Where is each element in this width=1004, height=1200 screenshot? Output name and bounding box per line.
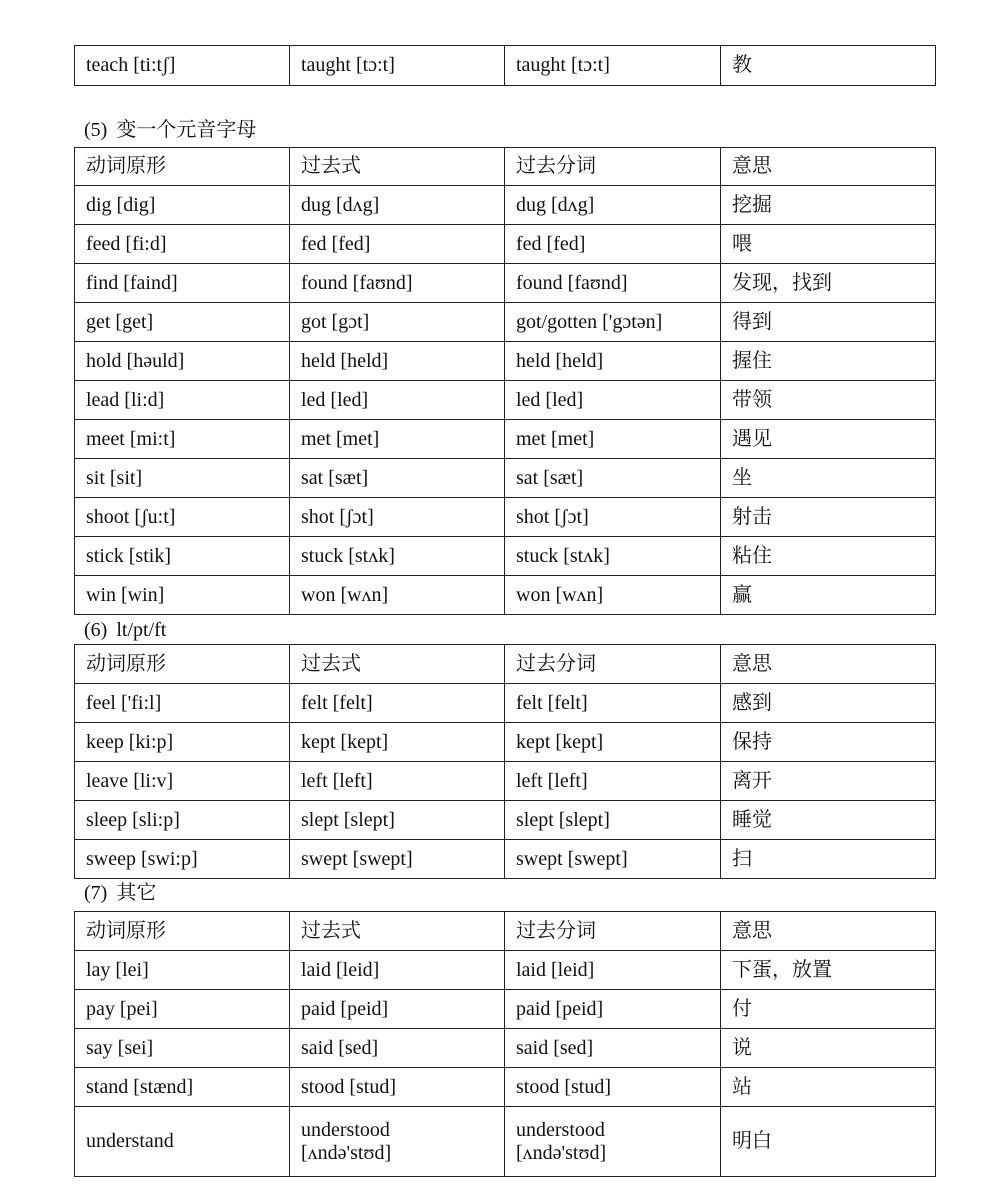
base-form-cell: get [get] <box>75 303 290 342</box>
meaning-cell: 粘住 <box>721 537 936 576</box>
past-participle-cell: won [wʌn] <box>505 576 721 615</box>
past-participle-cell: paid [peid] <box>505 990 721 1029</box>
past-participle-cell: said [sed] <box>505 1029 721 1068</box>
past-tense-cell: laid [leid] <box>290 951 505 990</box>
section-7-table <box>74 911 936 1177</box>
header-cell: 过去分词 <box>505 148 721 186</box>
past-participle-cell: stuck [stʌk] <box>505 537 721 576</box>
past-tense-cell: slept [slept] <box>290 801 505 840</box>
past-participle-cell: dug [dʌg] <box>505 186 721 225</box>
past-tense-cell: led [led] <box>290 381 505 420</box>
meaning-cell: 付 <box>721 990 936 1029</box>
base-form-cell: lead [li:d] <box>75 381 290 420</box>
base-form-cell: say [sei] <box>75 1029 290 1068</box>
table-header-row <box>75 645 936 684</box>
table-row <box>75 801 936 840</box>
table-row <box>75 342 936 381</box>
table-row <box>75 420 936 459</box>
meaning-cell: 挖掘 <box>721 186 936 225</box>
base-form-cell: pay [pei] <box>75 990 290 1029</box>
past-tense-cell: left [left] <box>290 762 505 801</box>
table-row <box>75 1107 936 1177</box>
meaning-cell: 感到 <box>721 684 936 723</box>
header-cell: 意思 <box>721 912 936 951</box>
table-row <box>75 264 936 303</box>
header-cell: 动词原形 <box>75 148 290 186</box>
table-header-row <box>75 912 936 951</box>
base-form-cell: understand <box>75 1107 290 1177</box>
past-tense-cell: sat [sæt] <box>290 459 505 498</box>
past-tense-cell: felt [felt] <box>290 684 505 723</box>
table-row <box>75 684 936 723</box>
section-6-body <box>75 684 936 879</box>
meaning-cell: 离开 <box>721 762 936 801</box>
section-5-title <box>84 118 256 142</box>
past-tense-cell: found [faʊnd] <box>290 264 505 303</box>
table-row <box>75 498 936 537</box>
header-cell: 过去式 <box>290 912 505 951</box>
meaning-cell: 遇见 <box>721 420 936 459</box>
section-5-table <box>74 147 936 615</box>
top-verb-table <box>74 45 936 86</box>
base-form-cell: keep [ki:p] <box>75 723 290 762</box>
header-cell: 意思 <box>721 148 936 186</box>
base-form-cell: sweep [swi:p] <box>75 840 290 879</box>
meaning-cell: 保持 <box>721 723 936 762</box>
section-6-number: (6) <box>84 619 108 641</box>
past-participle-cell: swept [swept] <box>505 840 721 879</box>
meaning-cell: 教 <box>721 46 936 86</box>
past-tense-cell: met [met] <box>290 420 505 459</box>
base-form-cell: feed [fi:d] <box>75 225 290 264</box>
past-participle-cell: sat [sæt] <box>505 459 721 498</box>
meaning-cell: 睡觉 <box>721 801 936 840</box>
table-row <box>75 303 936 342</box>
past-tense-cell: got [gɔt] <box>290 303 505 342</box>
past-tense-cell: taught [tɔ:t] <box>290 46 505 86</box>
past-participle-cell: felt [felt] <box>505 684 721 723</box>
header-cell: 动词原形 <box>75 645 290 684</box>
header-cell: 过去式 <box>290 645 505 684</box>
header-cell: 过去分词 <box>505 912 721 951</box>
past-tense-cell: kept [kept] <box>290 723 505 762</box>
meaning-cell: 赢 <box>721 576 936 615</box>
past-participle-cell: understood [ʌndə'stʊd] <box>505 1107 721 1177</box>
section-7-number: (7) <box>84 882 108 904</box>
section-7-heading: 其它 <box>116 882 157 904</box>
meaning-cell: 站 <box>721 1068 936 1107</box>
section-6-heading: lt/pt/ft <box>116 619 167 641</box>
meaning-cell: 发现，找到 <box>721 264 936 303</box>
past-tense-cell: understood [ʌndə'stʊd] <box>290 1107 505 1177</box>
base-form-cell: shoot [ʃu:t] <box>75 498 290 537</box>
table-header-row <box>75 148 936 186</box>
past-tense-cell: swept [swept] <box>290 840 505 879</box>
past-tense-cell: won [wʌn] <box>290 576 505 615</box>
header-cell: 过去分词 <box>505 645 721 684</box>
past-participle-cell: laid [leid] <box>505 951 721 990</box>
section-6-header <box>75 645 936 684</box>
base-form-cell: meet [mi:t] <box>75 420 290 459</box>
meaning-cell: 握住 <box>721 342 936 381</box>
base-form-cell: hold [həuld] <box>75 342 290 381</box>
base-form-cell: sit [sit] <box>75 459 290 498</box>
past-tense-cell: shot [ʃɔt] <box>290 498 505 537</box>
past-participle-cell: held [held] <box>505 342 721 381</box>
section-5-number: (5) <box>84 119 108 141</box>
meaning-cell: 射击 <box>721 498 936 537</box>
base-form-cell: stick [stik] <box>75 537 290 576</box>
past-tense-cell: held [held] <box>290 342 505 381</box>
table-row <box>75 46 936 86</box>
past-participle-cell: got/gotten ['gɔtən] <box>505 303 721 342</box>
meaning-cell: 带领 <box>721 381 936 420</box>
past-tense-cell: fed [fed] <box>290 225 505 264</box>
section-7-header <box>75 912 936 951</box>
base-form-cell: leave [li:v] <box>75 762 290 801</box>
meaning-cell: 得到 <box>721 303 936 342</box>
table-row <box>75 186 936 225</box>
past-tense-cell: paid [peid] <box>290 990 505 1029</box>
meaning-cell: 下蛋，放置 <box>721 951 936 990</box>
past-participle-cell: found [faʊnd] <box>505 264 721 303</box>
table-row <box>75 576 936 615</box>
past-participle-cell: slept [slept] <box>505 801 721 840</box>
past-participle-cell: led [led] <box>505 381 721 420</box>
table-row <box>75 762 936 801</box>
meaning-cell: 扫 <box>721 840 936 879</box>
section-7-title <box>84 881 156 905</box>
table-row <box>75 1068 936 1107</box>
base-form-cell: teach [ti:tʃ] <box>75 46 290 86</box>
meaning-cell: 说 <box>721 1029 936 1068</box>
base-form-cell: win [win] <box>75 576 290 615</box>
base-form-cell: feel ['fi:l] <box>75 684 290 723</box>
base-form-cell: find [faind] <box>75 264 290 303</box>
header-cell: 动词原形 <box>75 912 290 951</box>
section-6-title <box>84 618 166 642</box>
past-participle-cell: kept [kept] <box>505 723 721 762</box>
past-participle-cell: fed [fed] <box>505 225 721 264</box>
meaning-cell: 坐 <box>721 459 936 498</box>
table-row <box>75 225 936 264</box>
past-participle-cell: shot [ʃɔt] <box>505 498 721 537</box>
section-5-heading: 变一个元音字母 <box>116 119 257 141</box>
past-tense-cell: dug [dʌg] <box>290 186 505 225</box>
past-participle-cell: left [left] <box>505 762 721 801</box>
past-participle-cell: taught [tɔ:t] <box>505 46 721 86</box>
section-5-body <box>75 186 936 615</box>
past-participle-cell: stood [stud] <box>505 1068 721 1107</box>
base-form-cell: lay [lei] <box>75 951 290 990</box>
table-row <box>75 459 936 498</box>
base-form-cell: sleep [sli:p] <box>75 801 290 840</box>
past-participle-cell: met [met] <box>505 420 721 459</box>
meaning-cell: 明白 <box>721 1107 936 1177</box>
section-7-body <box>75 951 936 1177</box>
table-row <box>75 537 936 576</box>
table-row <box>75 990 936 1029</box>
base-form-cell: dig [dig] <box>75 186 290 225</box>
table-row <box>75 840 936 879</box>
table-row <box>75 381 936 420</box>
base-form-cell: stand [stænd] <box>75 1068 290 1107</box>
section-6-table <box>74 644 936 879</box>
past-tense-cell: stuck [stʌk] <box>290 537 505 576</box>
header-cell: 过去式 <box>290 148 505 186</box>
past-tense-cell: stood [stud] <box>290 1068 505 1107</box>
table-row <box>75 723 936 762</box>
table-row <box>75 951 936 990</box>
table-row <box>75 1029 936 1068</box>
meaning-cell: 喂 <box>721 225 936 264</box>
past-tense-cell: said [sed] <box>290 1029 505 1068</box>
section-5-header <box>75 148 936 186</box>
header-cell: 意思 <box>721 645 936 684</box>
top-table-body <box>75 46 936 86</box>
